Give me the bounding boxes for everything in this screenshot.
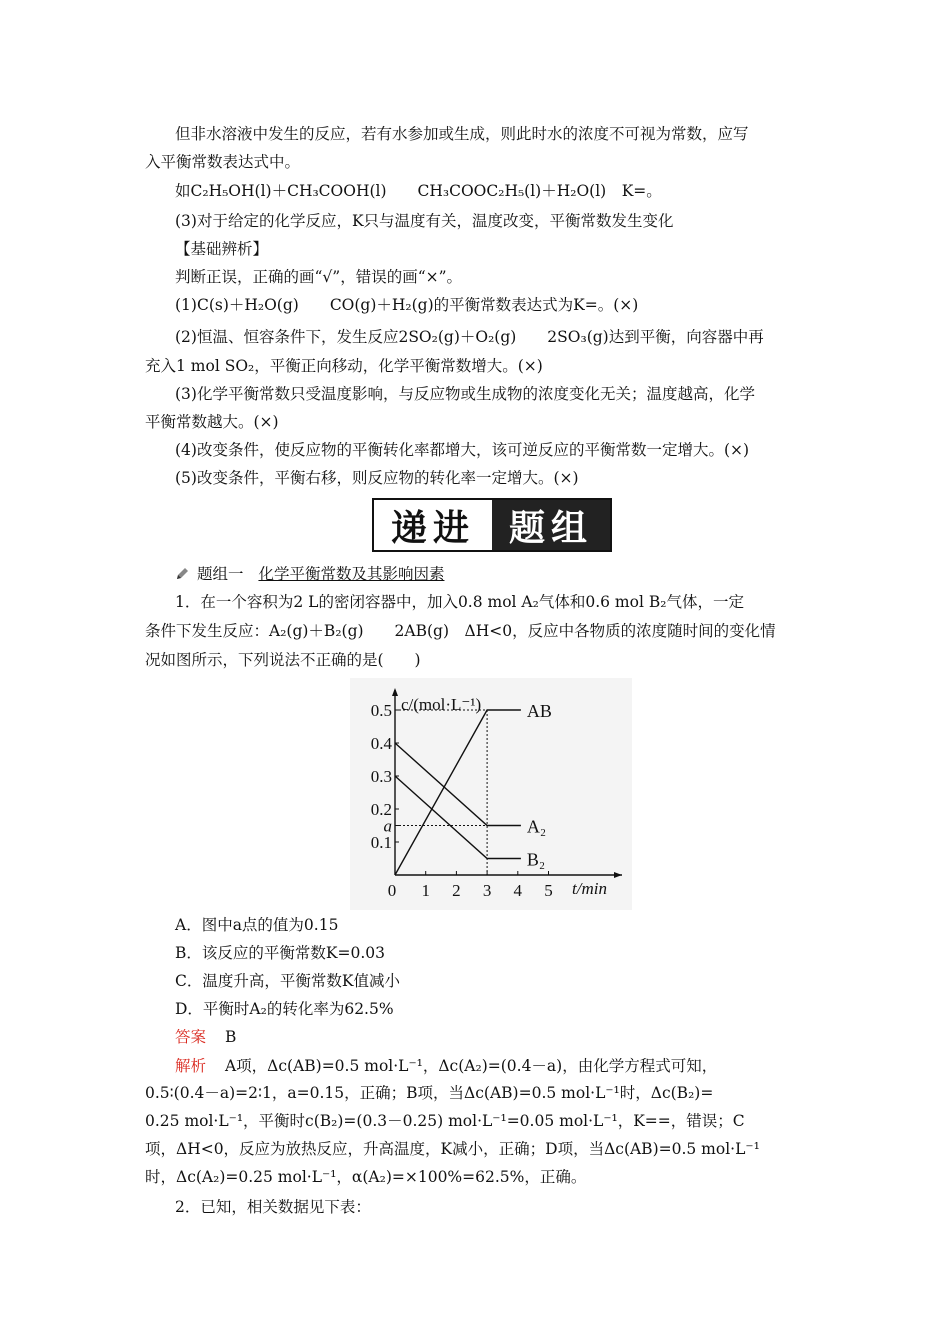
series-label-0: AB (526, 701, 552, 721)
y-tick-label: 0.1 (370, 833, 392, 852)
y-tick-label: 0.2 (370, 800, 392, 819)
text-line: (3)化学平衡常数只受温度影响，与反应物或生成物的浓度变化无关；温度越高，化学 (175, 385, 755, 403)
analysis-line: 时，Δc(A₂)=0.25 mol·L⁻¹，α(A₂)=×100%=62.5%，正确。 (145, 1168, 587, 1186)
option-d: D．平衡时A₂的转化率为62.5% (175, 1000, 394, 1018)
text-line: (5)改变条件，平衡右移，则反应物的转化率一定增大。(×) (175, 469, 579, 487)
section-heading: 【基础辨析】 (175, 240, 269, 258)
option-c: C．温度升高，平衡常数K值减小 (175, 972, 400, 990)
answer-label: 答案 (175, 1028, 207, 1046)
text-line: 充入1 mol SO₂，平衡正向移动，化学平衡常数增大。(×) (145, 357, 543, 375)
y-tick-label: 0.3 (370, 767, 392, 786)
series-label-1: A₂ (526, 816, 547, 837)
text-line: 判断正误，正确的画“√”，错误的画“×”。 (175, 268, 463, 286)
analysis-text: A项，Δc(AB)=0.5 mol·L⁻¹，Δc(A₂)=(0.4－a)，由化学方程式可知， (224, 1057, 718, 1075)
group-title: 化学平衡常数及其影响因素 (258, 565, 445, 583)
x-tick-label: 4 (513, 881, 523, 900)
x-tick-label: 5 (544, 881, 553, 900)
text-line: 但非水溶液中发生的反应，若有水参加或生成，则此时水的浓度不可视为常数，应写 (175, 125, 749, 143)
group-heading (175, 564, 444, 584)
x-tick-label: 2 (452, 881, 461, 900)
analysis-label: 解析 (175, 1057, 207, 1075)
analysis-line (175, 1056, 717, 1076)
y-tick-label: 0.4 (370, 734, 392, 753)
x-tick-label: 3 (482, 881, 492, 900)
option-b: B．该反应的平衡常数K=0.03 (175, 944, 385, 962)
banner-left: 递进 (374, 500, 492, 550)
series-label-2: B₂ (526, 849, 546, 870)
text-line: (2)恒温、恒容条件下，发生反应2SO₂(g)＋O₂(g) 2SO₃(g)达到平衡，向容器中再 (175, 328, 764, 346)
group-prefix: 题组一 (197, 565, 244, 583)
concentration-time-chart (350, 678, 632, 910)
analysis-line: 项，ΔH<0，反应为放热反应，升高温度，K减小，正确；D项，当Δc(AB)=0.5 mol·L⁻¹ (145, 1140, 760, 1158)
question-line: 2．已知，相关数据见下表： (175, 1198, 371, 1216)
text-line: (1)C(s)＋H₂O(g) CO(g)＋H₂(g)的平衡常数表达式为K=。(×) (175, 296, 639, 314)
answer-value: B (224, 1028, 237, 1046)
x-tick-label: 0 (387, 881, 397, 900)
answer-line (175, 1027, 236, 1047)
option-a: A．图中a点的值为0.15 (175, 916, 339, 934)
section-banner (372, 498, 612, 552)
x-axis-label: t/min (572, 879, 607, 898)
analysis-line: 0.5∶(0.4－a)=2∶1，a=0.15，正确；B项，当Δc(AB)=0.5 mol·L⁻¹时，Δc(B₂)= (145, 1084, 714, 1102)
text-line: 平衡常数越大。(×) (145, 413, 279, 431)
y-tick-label: 0.5 (370, 701, 392, 720)
question-line: 况如图所示，下列说法不正确的是( ) (145, 651, 421, 669)
pencil-icon (175, 567, 189, 581)
text-line: 入平衡常数表达式中。 (145, 153, 301, 171)
banner-right: 题组 (492, 500, 610, 550)
y-axis-label: c/(mol·L⁻¹) (401, 695, 482, 714)
analysis-line: 0.25 mol·L⁻¹，平衡时c(B₂)=(0.3－0.25) mol·L⁻¹=0.05 mol·L⁻¹，K==，错误；C (145, 1112, 745, 1130)
y-tick-label: a (383, 816, 392, 836)
text-line: (4)改变条件，使反应物的平衡转化率都增大，该可逆反应的平衡常数一定增大。(×) (175, 441, 750, 459)
x-tick-label: 1 (421, 881, 430, 900)
text-line: (3)对于给定的化学反应，K只与温度有关，温度改变，平衡常数发生变化 (175, 212, 674, 230)
text-line: 如C₂H₅OH(l)＋CH₃COOH(l) CH₃COOC₂H₅(l)＋H₂O(l) K=。 (175, 182, 662, 200)
question-line: 条件下发生反应：A₂(g)＋B₂(g) 2AB(g) ΔH<0，反应中各物质的浓度随时间的变化情 (145, 622, 776, 640)
question-line: 1．在一个容积为2 L的密闭容器中，加入0.8 mol A₂气体和0.6 mol B₂气体，一定 (175, 593, 744, 611)
